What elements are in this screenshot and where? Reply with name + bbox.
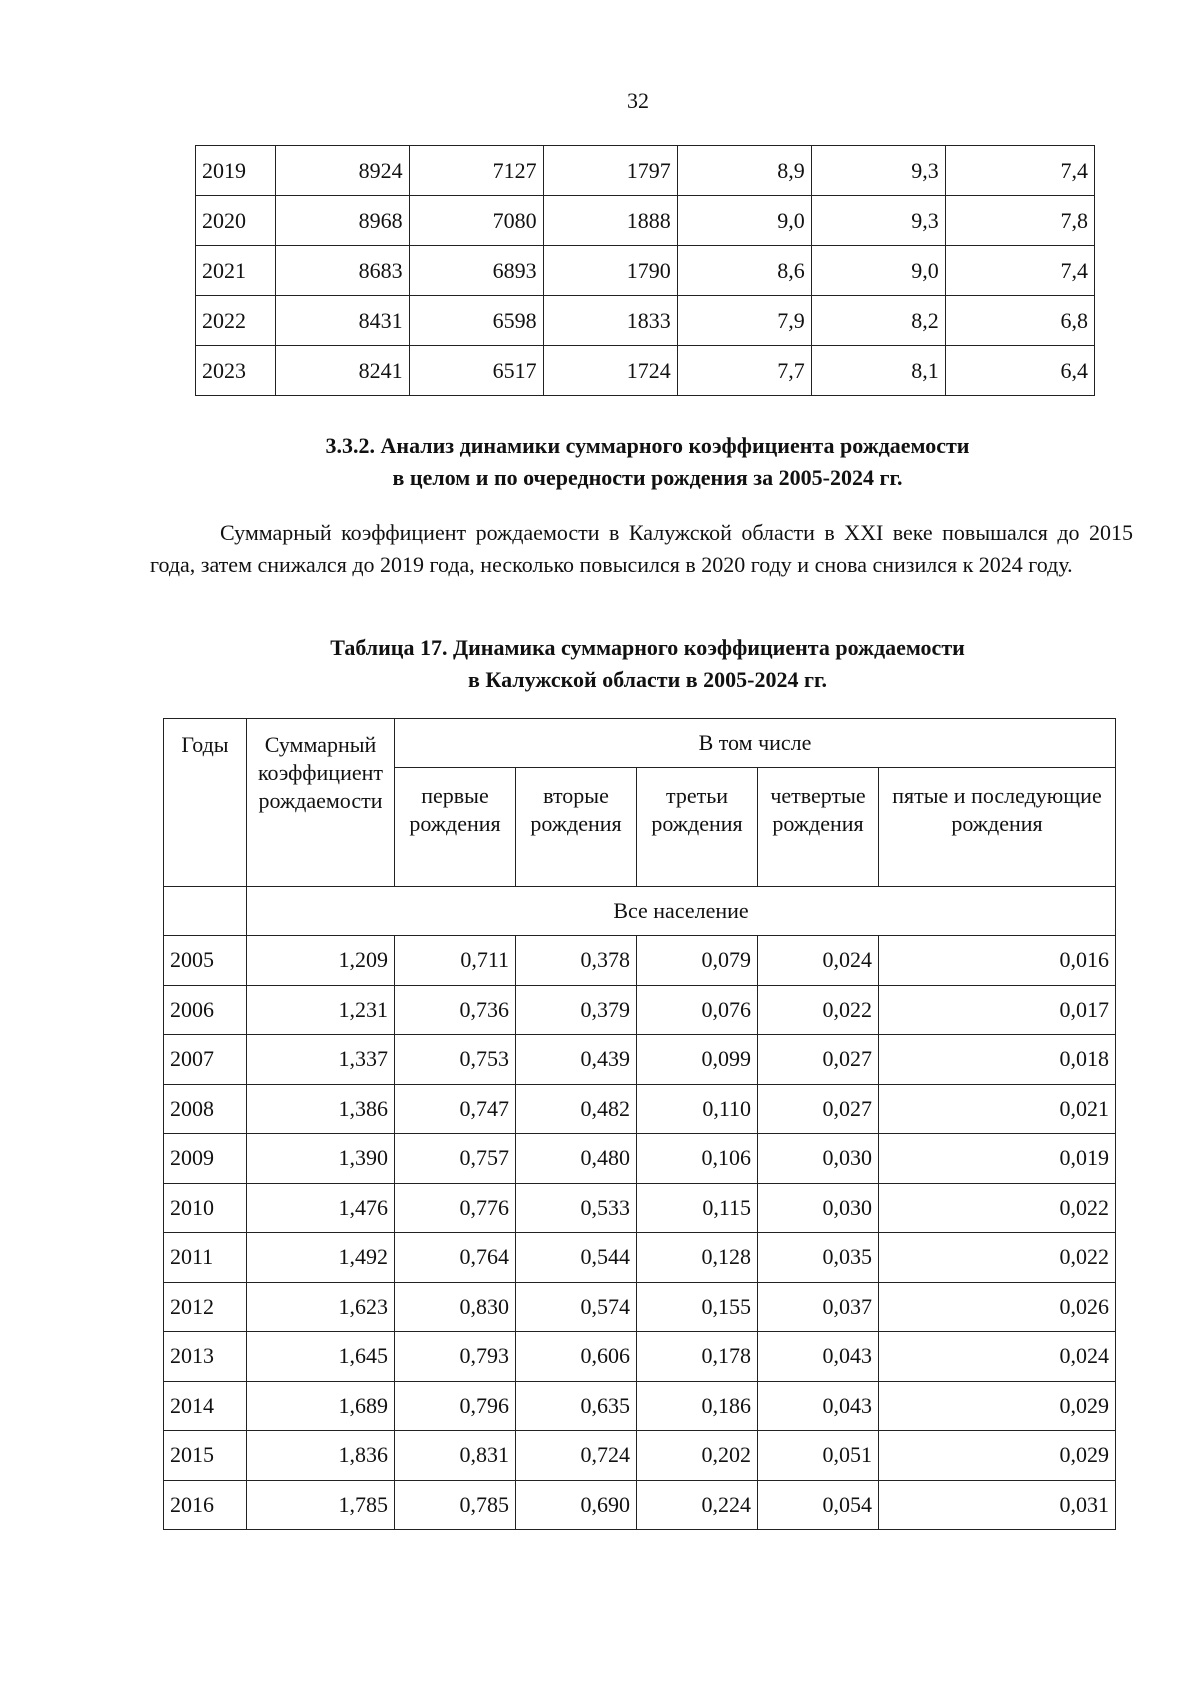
value-cell: 0,022 [879, 1233, 1116, 1283]
value-cell: 1,836 [247, 1431, 395, 1481]
value-cell: 1,689 [247, 1381, 395, 1431]
value-cell: 0,029 [879, 1381, 1116, 1431]
value-cell: 9,0 [811, 246, 945, 296]
header-tfr: Суммарный коэффициент рождаемости [247, 719, 395, 887]
value-cell: 0,054 [758, 1480, 879, 1530]
year-cell: 2023 [196, 346, 276, 396]
page-number: 32 [627, 88, 649, 113]
value-cell: 1,645 [247, 1332, 395, 1382]
header-including: В том числе [395, 719, 1116, 768]
table-row [164, 936, 1116, 986]
value-cell: 0,830 [395, 1282, 516, 1332]
value-cell: 0,030 [758, 1134, 879, 1184]
table-row [164, 1480, 1116, 1530]
year-cell: 2007 [164, 1035, 247, 1085]
year-cell: 2006 [164, 985, 247, 1035]
value-cell: 0,747 [395, 1084, 516, 1134]
year-cell: 2021 [196, 246, 276, 296]
value-cell: 0,017 [879, 985, 1116, 1035]
value-cell: 8241 [275, 346, 409, 396]
value-cell: 0,793 [395, 1332, 516, 1382]
value-cell: 0,635 [516, 1381, 637, 1431]
value-cell: 0,076 [637, 985, 758, 1035]
value-cell: 8431 [275, 296, 409, 346]
value-cell: 0,027 [758, 1035, 879, 1085]
value-cell: 0,043 [758, 1332, 879, 1382]
value-cell: 1,231 [247, 985, 395, 1035]
value-cell: 8,9 [677, 146, 811, 196]
value-cell: 6,8 [945, 296, 1094, 346]
year-cell: 2015 [164, 1431, 247, 1481]
value-cell: 0,831 [395, 1431, 516, 1481]
birth-stats-table-continued [195, 145, 1095, 396]
value-cell: 0,035 [758, 1233, 879, 1283]
table-row [164, 985, 1116, 1035]
value-cell: 0,764 [395, 1233, 516, 1283]
value-cell: 0,016 [879, 936, 1116, 986]
table-row [164, 1035, 1116, 1085]
value-cell: 0,574 [516, 1282, 637, 1332]
value-cell: 1797 [543, 146, 677, 196]
value-cell: 1888 [543, 196, 677, 246]
value-cell: 0,079 [637, 936, 758, 986]
table-row [164, 1431, 1116, 1481]
table-row [164, 1084, 1116, 1134]
value-cell: 0,482 [516, 1084, 637, 1134]
value-cell: 7,9 [677, 296, 811, 346]
value-cell: 0,019 [879, 1134, 1116, 1184]
value-cell: 0,785 [395, 1480, 516, 1530]
value-cell: 0,178 [637, 1332, 758, 1382]
value-cell: 0,026 [879, 1282, 1116, 1332]
value-cell: 9,0 [677, 196, 811, 246]
value-cell: 0,379 [516, 985, 637, 1035]
value-cell: 7080 [409, 196, 543, 246]
year-cell: 2020 [196, 196, 276, 246]
year-cell: 2010 [164, 1183, 247, 1233]
year-cell: 2022 [196, 296, 276, 346]
value-cell: 1,785 [247, 1480, 395, 1530]
value-cell: 0,030 [758, 1183, 879, 1233]
value-cell: 0,051 [758, 1431, 879, 1481]
value-cell: 0,106 [637, 1134, 758, 1184]
value-cell: 1,492 [247, 1233, 395, 1283]
value-cell: 0,022 [758, 985, 879, 1035]
year-cell: 2014 [164, 1381, 247, 1431]
table-row [164, 1282, 1116, 1332]
value-cell: 0,031 [879, 1480, 1116, 1530]
value-cell: 0,690 [516, 1480, 637, 1530]
table-row [164, 1332, 1116, 1382]
year-cell: 2012 [164, 1282, 247, 1332]
value-cell: 7,4 [945, 246, 1094, 296]
value-cell: 0,757 [395, 1134, 516, 1184]
section-heading-line2: в целом и по очередности рождения за 2005-2024 гг. [392, 465, 903, 490]
value-cell: 0,099 [637, 1035, 758, 1085]
value-cell: 0,186 [637, 1381, 758, 1431]
value-cell: 0,037 [758, 1282, 879, 1332]
header-fifth-births: пятые и последующие рождения [879, 768, 1116, 887]
value-cell: 8,1 [811, 346, 945, 396]
group-empty-cell [164, 887, 247, 936]
value-cell: 6598 [409, 296, 543, 346]
value-cell: 1,386 [247, 1084, 395, 1134]
value-cell: 7,8 [945, 196, 1094, 246]
header-third-births: третьи рождения [637, 768, 758, 887]
table-row [164, 1134, 1116, 1184]
table-row [164, 1233, 1116, 1283]
value-cell: 0,533 [516, 1183, 637, 1233]
year-cell: 2013 [164, 1332, 247, 1382]
year-cell: 2008 [164, 1084, 247, 1134]
value-cell: 0,736 [395, 985, 516, 1035]
table-row [164, 1381, 1116, 1431]
value-cell: 1,209 [247, 936, 395, 986]
value-cell: 0,378 [516, 936, 637, 986]
value-cell: 0,724 [516, 1431, 637, 1481]
value-cell: 8683 [275, 246, 409, 296]
value-cell: 0,796 [395, 1381, 516, 1431]
value-cell: 0,018 [879, 1035, 1116, 1085]
value-cell: 0,021 [879, 1084, 1116, 1134]
value-cell: 0,776 [395, 1183, 516, 1233]
value-cell: 1,337 [247, 1035, 395, 1085]
value-cell: 7,4 [945, 146, 1094, 196]
value-cell: 1790 [543, 246, 677, 296]
value-cell: 6,4 [945, 346, 1094, 396]
year-cell: 2005 [164, 936, 247, 986]
year-cell: 2016 [164, 1480, 247, 1530]
value-cell: 0,753 [395, 1035, 516, 1085]
table-row [196, 246, 1095, 296]
value-cell: 9,3 [811, 146, 945, 196]
table-row [196, 146, 1095, 196]
section-heading [0, 430, 1200, 494]
value-cell: 0,027 [758, 1084, 879, 1134]
value-cell: 7127 [409, 146, 543, 196]
header-first-births: первые рождения [395, 768, 516, 887]
value-cell: 1833 [543, 296, 677, 346]
table-row [196, 346, 1095, 396]
year-cell: 2019 [196, 146, 276, 196]
value-cell: 0,022 [879, 1183, 1116, 1233]
group-label-all-population: Все население [247, 887, 1116, 936]
value-cell: 7,7 [677, 346, 811, 396]
value-cell: 0,606 [516, 1332, 637, 1382]
value-cell: 1,623 [247, 1282, 395, 1332]
value-cell: 8968 [275, 196, 409, 246]
table-row [164, 1183, 1116, 1233]
section-heading-line1: 3.3.2. Анализ динамики суммарного коэффициента рождаемости [325, 433, 970, 458]
table-caption-line1: Таблица 17. Динамика суммарного коэффициента рождаемости [330, 635, 965, 660]
value-cell: 0,224 [637, 1480, 758, 1530]
header-second-births: вторые рождения [516, 768, 637, 887]
value-cell: 0,029 [879, 1431, 1116, 1481]
header-fourth-births: четвертые рождения [758, 768, 879, 887]
value-cell: 0,043 [758, 1381, 879, 1431]
value-cell: 0,711 [395, 936, 516, 986]
value-cell: 1,390 [247, 1134, 395, 1184]
value-cell: 0,155 [637, 1282, 758, 1332]
value-cell: 1,476 [247, 1183, 395, 1233]
value-cell: 0,202 [637, 1431, 758, 1481]
value-cell: 0,544 [516, 1233, 637, 1283]
year-cell: 2009 [164, 1134, 247, 1184]
body-paragraph: Суммарный коэффициент рождаемости в Калужской области в XXI веке повышался до 2015 года, затем снижался до 2019 года, несколько повысился в 2020 году и снова снизился к 2024 году. [150, 520, 1133, 577]
value-cell: 0,439 [516, 1035, 637, 1085]
value-cell: 6517 [409, 346, 543, 396]
table-row [196, 196, 1095, 246]
value-cell: 0,480 [516, 1134, 637, 1184]
header-years: Годы [164, 719, 247, 887]
value-cell: 8,6 [677, 246, 811, 296]
value-cell: 8,2 [811, 296, 945, 346]
tfr-table [163, 718, 1116, 1530]
value-cell: 8924 [275, 146, 409, 196]
value-cell: 0,115 [637, 1183, 758, 1233]
year-cell: 2011 [164, 1233, 247, 1283]
value-cell: 6893 [409, 246, 543, 296]
table-caption [0, 632, 1200, 696]
table-row [196, 296, 1095, 346]
value-cell: 1724 [543, 346, 677, 396]
value-cell: 0,024 [758, 936, 879, 986]
value-cell: 0,024 [879, 1332, 1116, 1382]
table-caption-line2: в Калужской области в 2005-2024 гг. [468, 667, 827, 692]
value-cell: 0,128 [637, 1233, 758, 1283]
value-cell: 9,3 [811, 196, 945, 246]
value-cell: 0,110 [637, 1084, 758, 1134]
